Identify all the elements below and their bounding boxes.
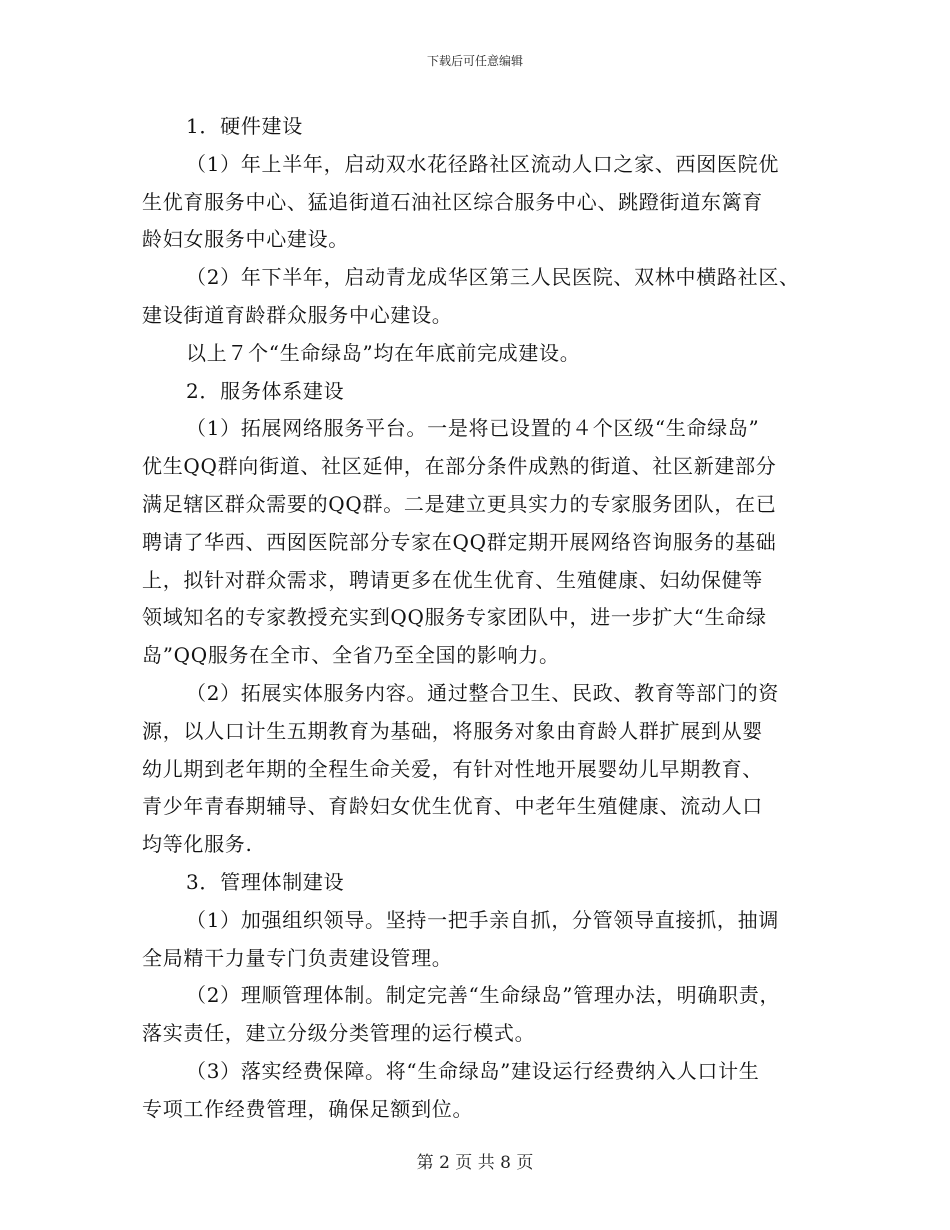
paragraph-line: （1）拓展网络服务平台。一是将已设置的４个区级“生命绿岛” [186,416,760,441]
paragraph-line: 青少年青春期辅导、育龄妇女优生优育、中老年生殖健康、流动人口 [142,794,763,819]
paragraph-line: 上，拟针对群众需求，聘请更多在优生优育、生殖健康、妇幼保健等 [142,567,763,592]
paragraph-line: （1）加强组织领导。坚持一把手亲自抓，分管领导直接抓，抽调 [186,907,780,932]
page-header: 下载后可任意编辑 [426,54,523,68]
paragraph-line: 全局精干力量专门负责建设管理。 [142,945,453,970]
paragraph-line: 生优育服务中心、猛追街道石油社区综合服务中心、跳蹬街道东篱育 [142,189,763,214]
page-footer: 第 2 页 共 8 页 [416,1153,534,1173]
section-heading: 1．硬件建设 [186,114,303,138]
paragraph-line: （2）拓展实体服务内容。通过整合卫生、民政、教育等部门的资 [186,680,780,705]
paragraph-line: 领域知名的专家教授充实到QQ服务专家团队中，进一步扩大“生命绿 [142,605,767,630]
paragraph-line: 优生QQ群向街道、社区延伸，在部分条件成熟的街道、社区新建部分 [142,454,777,479]
section-heading: 2．服务体系建设 [186,378,345,403]
paragraph-line: 专项工作经费管理，确保足额到位。 [142,1096,474,1121]
paragraph-line: 龄妇女服务中心建设。 [142,227,349,252]
paragraph-line: 建设街道育龄群众服务中心建设。 [142,302,453,327]
paragraph-line: 满足辖区群众需要的QQ群。二是建立更具实力的专家服务团队，在已 [142,491,777,516]
paragraph-line: （2）理顺管理体制。制定完善“生命绿岛”管理办法，明确职责， [186,983,781,1008]
paragraph-line: 落实责任，建立分级分类管理的运行模式。 [142,1021,536,1046]
paragraph-line: 聘请了华西、西囡医院部分专家在QQ群定期开展网络咨询服务的基础 [142,529,777,554]
document-body [142,108,832,1129]
paragraph-line: 均等化服务. [142,832,253,857]
section-heading: 3．管理体制建设 [186,869,345,894]
paragraph-line: 幼儿期到老年期的全程生命关爱，有针对性地开展婴幼儿早期教育、 [142,756,763,781]
paragraph-line: 以上７个“生命绿岛”均在年底前完成建设。 [186,340,581,365]
paragraph-line: 岛”QQ服务在全市、全省乃至全国的影响力。 [142,643,560,668]
paragraph-line: （2）年下半年，启动青龙成华区第三人民医院、双林中横路社区、 [186,265,800,290]
paragraph-line: （1）年上半年，启动双水花径路社区流动人口之家、西囡医院优 [186,151,780,176]
paragraph-line: 源，以人口计生五期教育为基础，将服务对象由育龄人群扩展到从婴 [142,718,763,743]
paragraph-line: （3）落实经费保障。将“生命绿岛”建设运行经费纳入人口计生 [186,1058,760,1083]
